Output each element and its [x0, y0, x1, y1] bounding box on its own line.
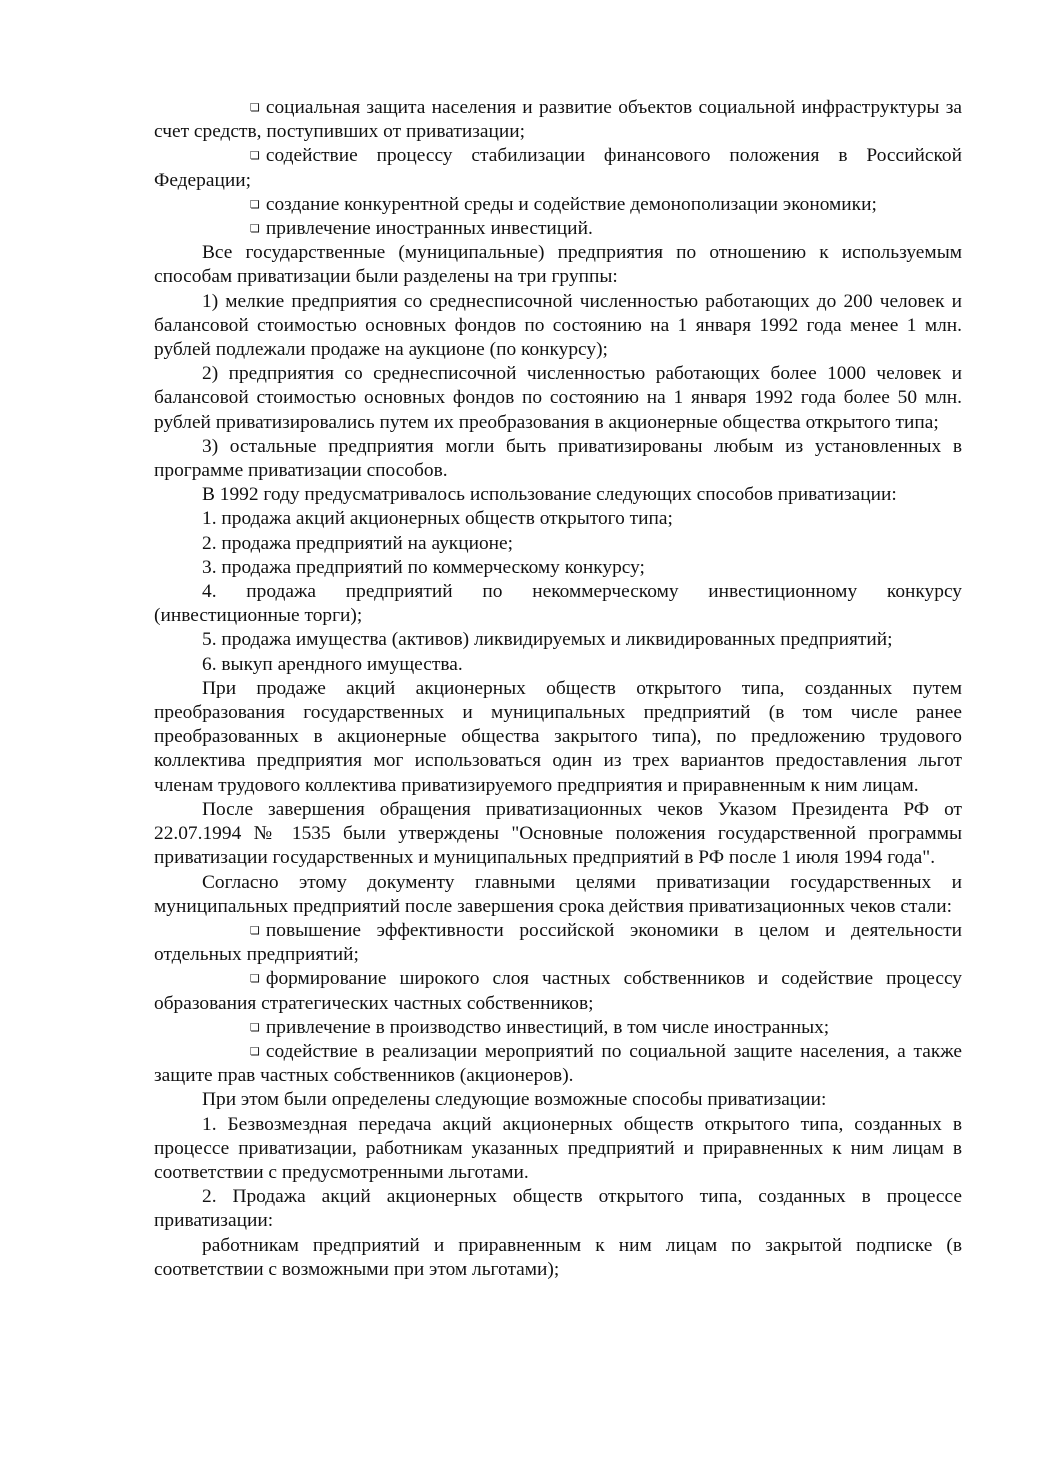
- paragraph: [154, 556, 962, 580]
- paragraph-text: привлечение в производство инвестиций, в том числе иностранных;: [265, 1016, 830, 1038]
- checkbox-square-icon: ❏: [250, 149, 260, 163]
- paragraph-text: 5. продажа имущества (активов) ликвидируемых и ликвидированных предприятий;: [202, 629, 893, 651]
- paragraph-text: социальная защита населения и развитие объектов социальной инфраструктуры за счет средств, поступивших от приватизации;: [154, 97, 962, 143]
- paragraph: [154, 362, 962, 435]
- paragraph: [154, 628, 962, 652]
- checkbox-square-icon: ❏: [250, 101, 260, 114]
- paragraph-text: 4. продажа предприятий по некоммерческому инвестиционному конкурсу (инвестиционные торги);: [154, 581, 962, 627]
- checkbox-square-icon: ❏: [250, 972, 260, 986]
- paragraph-text: 6. выкуп арендного имущества.: [202, 653, 463, 675]
- paragraph-text: 1) мелкие предприятия со среднесписочной численностью работающих до 200 человек и балансовой стоимостью основных фондов по состоянию на 1 января 1992 года менее 1 млн. рублей подлежали продаже на аукционе (по конкурсу);: [154, 290, 962, 361]
- paragraph-text: 1. Безвозмездная передача акций акционерных обществ открытого типа, созданных в процессе приватизации, работникам указанных предприятий и приравненных к ним лицам в соответствии с предусмотренными льготами.: [154, 1113, 962, 1183]
- paragraph-text: 1. продажа акций акционерных обществ открытого типа;: [202, 508, 673, 530]
- bullet-paragraph: [154, 919, 962, 967]
- paragraph: [154, 871, 962, 919]
- paragraph: [154, 1113, 962, 1186]
- paragraph-text: 3) остальные предприятия могли быть приватизированы любым из установленных в программе приватизации способов.: [154, 435, 962, 482]
- paragraph-text: При этом были определены следующие возможные способы приватизации:: [202, 1089, 827, 1111]
- bullet-paragraph: [154, 96, 962, 144]
- paragraph: [154, 677, 962, 798]
- paragraph: [154, 1185, 962, 1233]
- paragraph-text: Согласно этому документу главными целями приватизации государственных и муниципальных предприятий после завершения срока действия приватизационных чеков стали:: [154, 871, 962, 917]
- paragraph: [154, 532, 962, 556]
- bullet-paragraph: [154, 193, 962, 217]
- paragraph: [154, 1088, 962, 1112]
- paragraph-text: повышение эффективности российской экономики в целом и деятельности отдельных предприятий;: [154, 919, 962, 966]
- bullet-paragraph: [154, 217, 962, 241]
- paragraph: [154, 241, 962, 289]
- paragraph-text: привлечение иностранных инвестиций.: [265, 218, 593, 240]
- checkbox-square-icon: ❏: [250, 197, 260, 211]
- paragraph-text: При продаже акций акционерных обществ открытого типа, созданных путем преобразования государственных и муниципальных предприятий (в том числе ранее преобразованных в акционерные общества закрытого типа), по предложению трудового коллектива предприятия мог использоваться один из трех вариантов предоставления льгот членам трудового коллектива приватизируемого предприятия и приравненным к ним лицам.: [154, 677, 962, 796]
- paragraph-text: 2. Продажа акций акционерных обществ открытого типа, созданных в процессе приватизации:: [154, 1186, 962, 1232]
- paragraph: [154, 653, 962, 677]
- paragraph-text: 2. продажа предприятий на аукционе;: [202, 532, 514, 554]
- paragraph: [154, 580, 962, 628]
- paragraph: [154, 507, 962, 531]
- bullet-paragraph: [154, 967, 962, 1015]
- checkbox-square-icon: ❏: [250, 1020, 260, 1034]
- paragraph-text: содействие процессу стабилизации финансового положения в Российской Федерации;: [154, 145, 962, 191]
- paragraph: [154, 435, 962, 483]
- document-page: [154, 96, 962, 1282]
- paragraph-text: формирование широкого слоя частных собственников и содействие процессу образования стратегических частных собственников;: [154, 968, 962, 1014]
- paragraph-text: 2) предприятия со среднесписочной численностью работающих более 1000 человек и балансовой стоимостью основных фондов по состоянию на 1 января 1992 года более 50 млн. рублей приватизировались путем их преобразования в акционерные общества открытого типа;: [154, 363, 962, 433]
- bullet-paragraph: [154, 144, 962, 192]
- paragraph-text: содействие в реализации мероприятий по социальной защите населения, а также защите прав частных собственников (акционеров).: [154, 1040, 962, 1087]
- checkbox-square-icon: ❏: [250, 1044, 260, 1058]
- paragraph: [154, 483, 962, 507]
- checkbox-square-icon: ❏: [250, 923, 260, 937]
- checkbox-square-icon: ❏: [250, 222, 260, 236]
- paragraph: [154, 290, 962, 363]
- paragraph-text: создание конкурентной среды и содействие демонополизации экономики;: [265, 193, 877, 215]
- paragraph-text: работникам предприятий и приравненным к ним лицам по закрытой подписке (в соответствии с возможными при этом льготами);: [154, 1234, 962, 1280]
- paragraph-text: После завершения обращения приватизационных чеков Указом Президента РФ от 22.07.1994 № 1535 были утверждены "Основные положения государственной программы приватизации государственных и муниципальных предприятий в РФ после 1 июля 1994 года".: [154, 798, 962, 869]
- bullet-paragraph: [154, 1016, 962, 1040]
- paragraph: [154, 1234, 962, 1282]
- paragraph-text: 3. продажа предприятий по коммерческому конкурсу;: [202, 556, 645, 578]
- bullet-paragraph: [154, 1040, 962, 1088]
- paragraph: [154, 798, 962, 871]
- paragraph-text: В 1992 году предусматривалось использование следующих способов приватизации:: [202, 484, 897, 506]
- paragraph-text: Все государственные (муниципальные) предприятия по отношению к используемым способам приватизации были разделены на три группы:: [154, 242, 962, 288]
